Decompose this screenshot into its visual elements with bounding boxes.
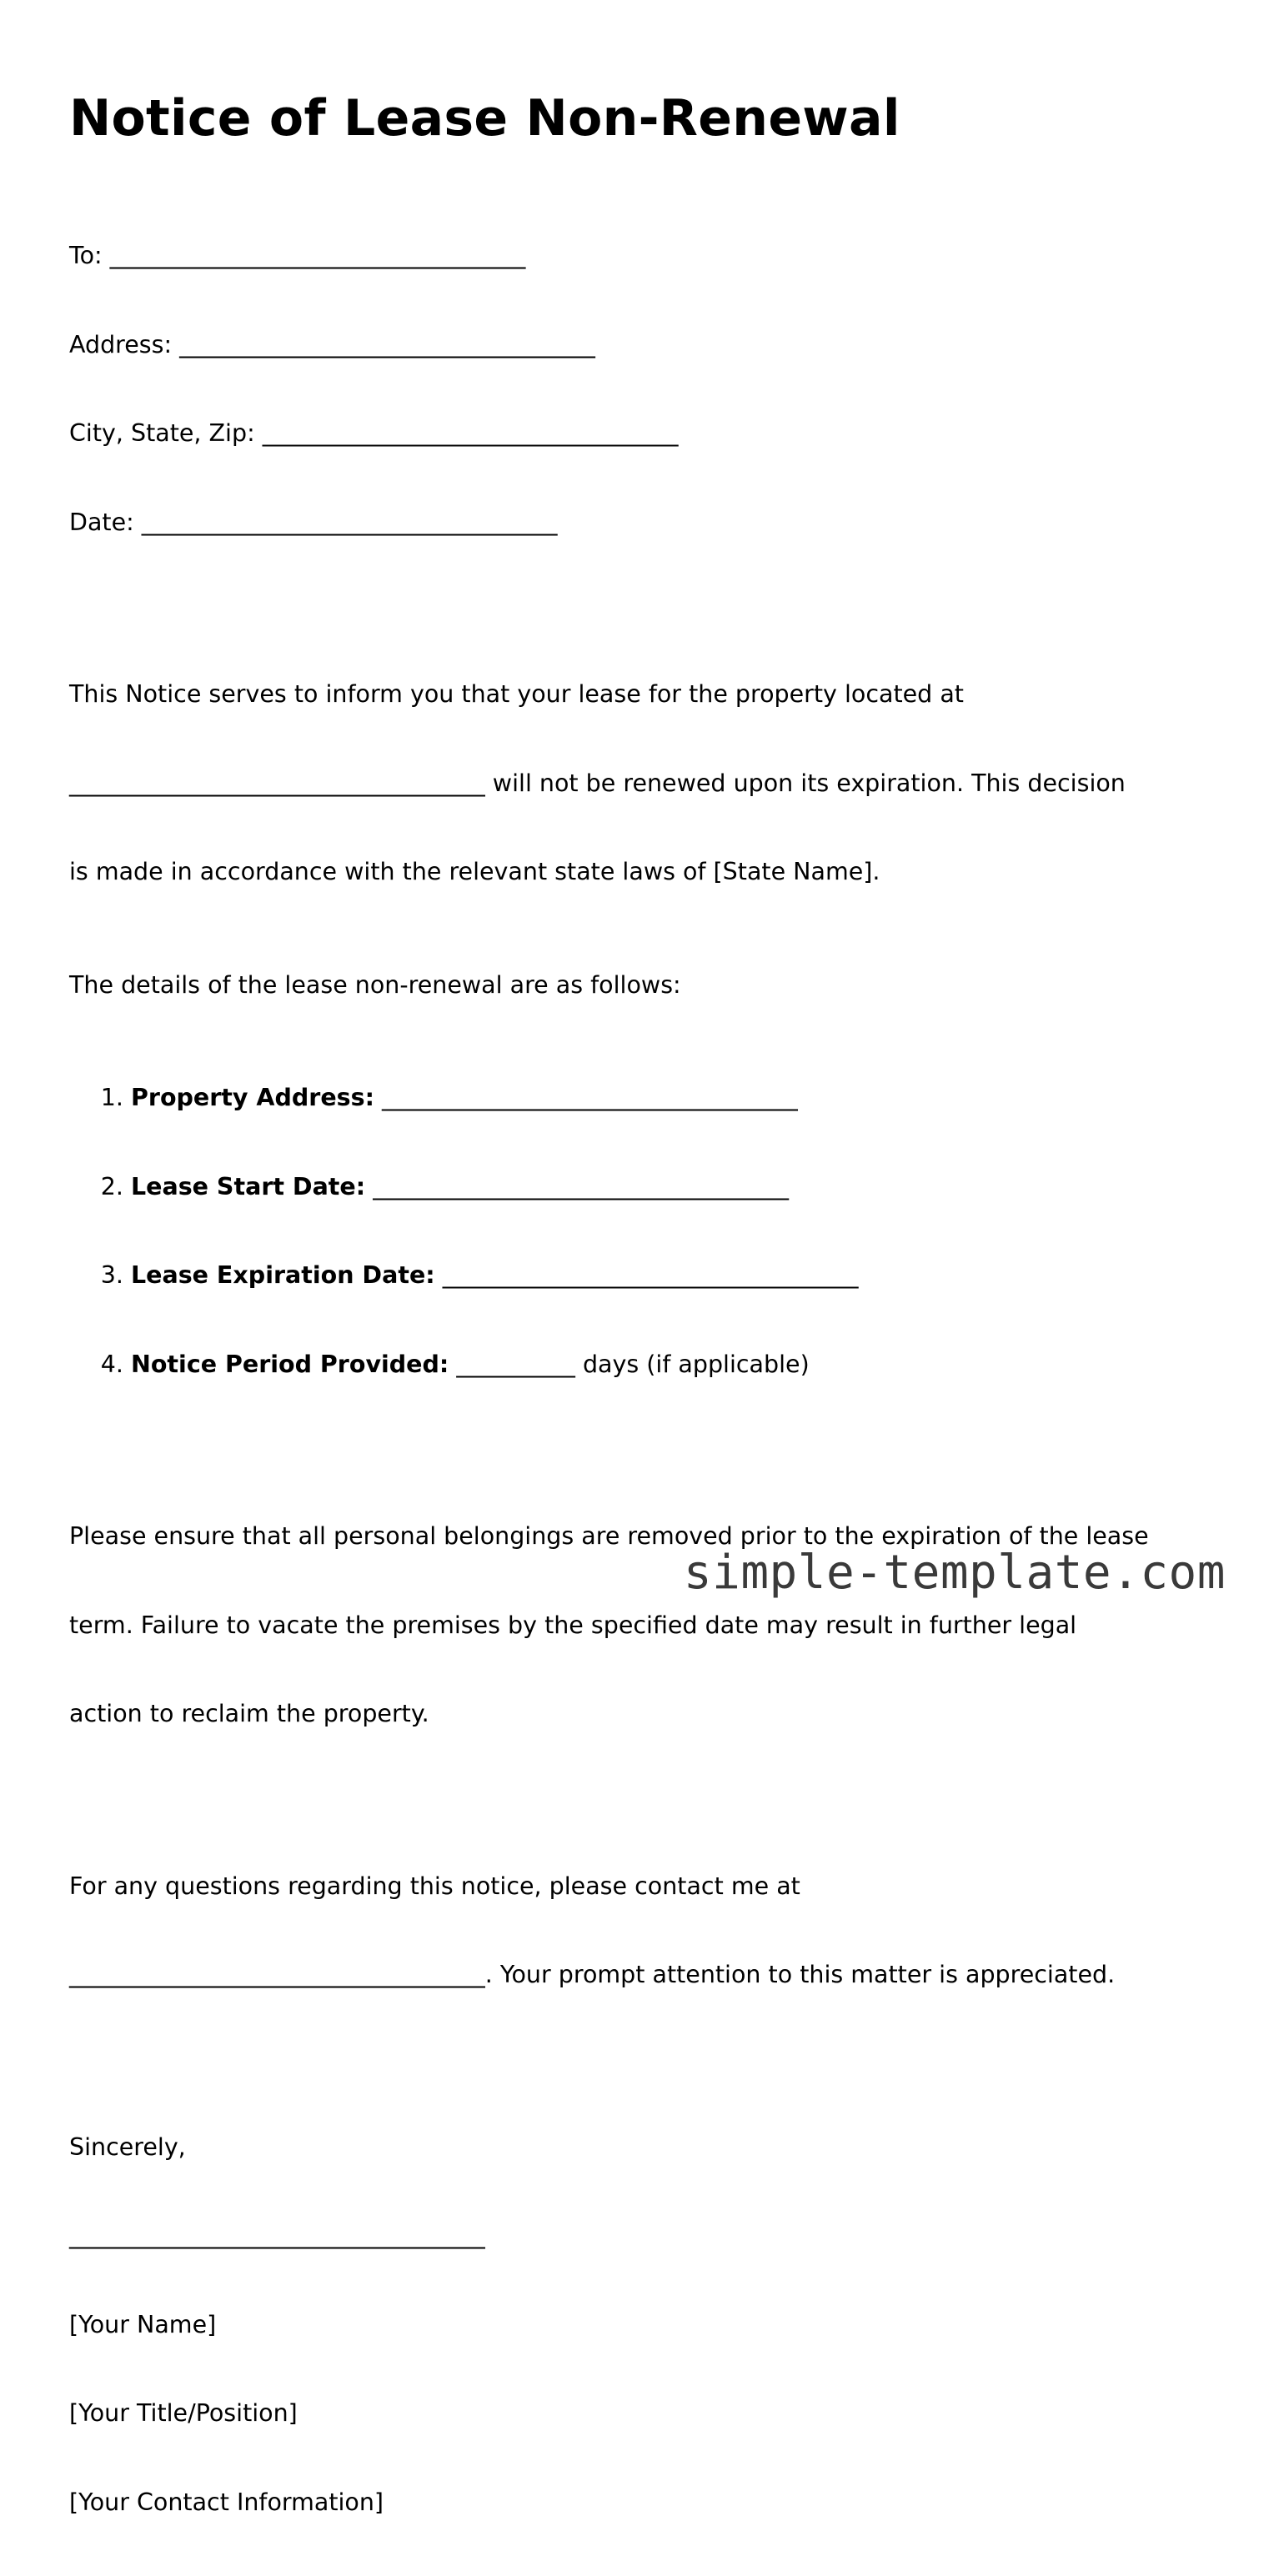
detail-item-notice-period	[131, 1350, 1220, 1380]
belongings-line-3: action to reclaim the property.	[69, 1699, 1220, 1729]
detail-label: Notice Period Provided:	[131, 1351, 449, 1378]
detail-value: __________ days (if applicable)	[449, 1351, 809, 1378]
belongings-line-1: Please ensure that all personal belongings are removed prior to the expiration of the lease	[69, 1521, 1220, 1551]
detail-value: ___________________________________	[435, 1261, 859, 1289]
details-intro: The details of the lease non-renewal are as follows:	[69, 970, 1220, 1000]
signature-line: ___________________________________	[69, 2221, 1220, 2251]
details-list	[69, 1024, 1220, 1438]
intro-paragraph	[69, 620, 1220, 946]
detail-label: Property Address:	[131, 1084, 374, 1111]
belongings-line-2: term. Failure to vacate the premises by the specified date may result in further legal	[69, 1611, 1220, 1641]
detail-label: Lease Expiration Date:	[131, 1261, 435, 1289]
city-state-zip-line: City, State, Zip: ___________________________________	[69, 418, 1220, 449]
contact-paragraph	[69, 1812, 1220, 2049]
detail-label: Lease Start Date:	[131, 1173, 365, 1200]
to-line: To: ___________________________________	[69, 241, 1220, 271]
detail-item-lease-start-date	[131, 1172, 1220, 1202]
detail-value: ___________________________________	[365, 1173, 789, 1200]
date-line: Date: ___________________________________	[69, 508, 1220, 538]
signature-block	[69, 2073, 1220, 2576]
contact-line-2: ___________________________________. Your prompt attention to this matter is appreciated.	[69, 1960, 1220, 1990]
recipient-block	[69, 182, 1220, 596]
intro-line-3: is made in accordance with the relevant state laws of [State Name].	[69, 857, 1220, 887]
signer-name: [Your Name]	[69, 2310, 1220, 2340]
site-watermark: simple-template.com	[684, 1544, 1226, 1602]
contact-line-1: For any questions regarding this notice, please contact me at	[69, 1872, 1220, 1902]
detail-item-property-address	[131, 1083, 1220, 1113]
signer-title: [Your Title/Position]	[69, 2398, 1220, 2428]
address-line: Address: ___________________________________	[69, 330, 1220, 360]
detail-item-lease-expiration-date	[131, 1260, 1220, 1291]
signer-contact: [Your Contact Information]	[69, 2488, 1220, 2518]
document-page	[69, 83, 1220, 2576]
intro-line-2: ___________________________________ will not be renewed upon its expiration. This decision	[69, 769, 1220, 799]
document-title: Notice of Lease Non-Renewal	[69, 83, 1220, 153]
detail-value: ___________________________________	[374, 1084, 798, 1111]
closing-salutation: Sincerely,	[69, 2132, 1220, 2163]
intro-line-1: This Notice serves to inform you that your lease for the property located at	[69, 679, 1220, 709]
belongings-paragraph	[69, 1462, 1220, 1788]
